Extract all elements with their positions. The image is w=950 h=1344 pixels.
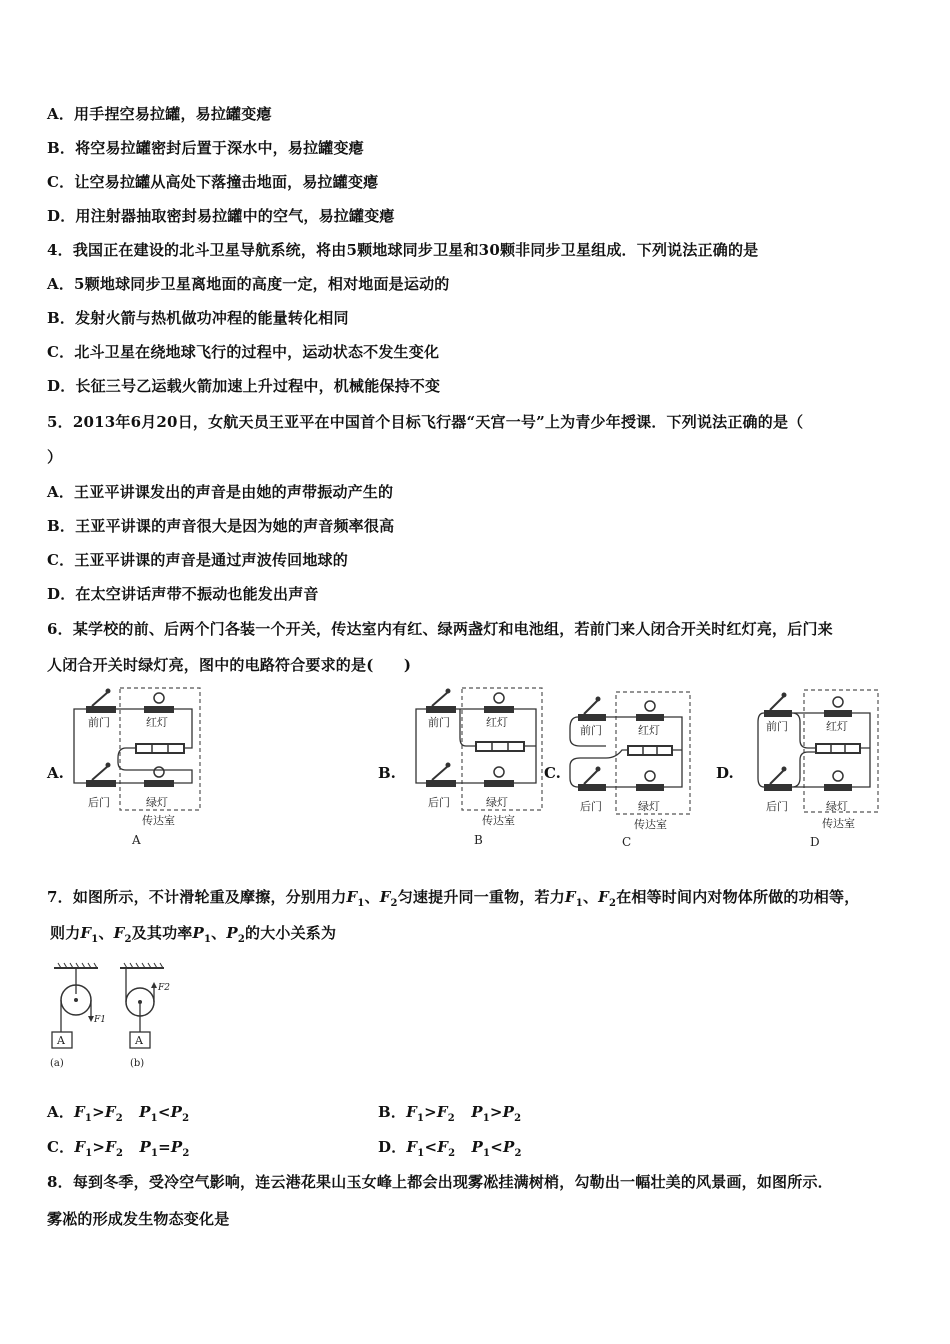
front-door-label: 前门 bbox=[88, 716, 110, 729]
back-door-label: 后门 bbox=[580, 800, 602, 813]
caption-a-pulley: (a) bbox=[50, 1058, 64, 1069]
q4-stem: 4．我国正在建设的北斗卫星导航系统，将由5颗地球同步卫星和30颗非同步卫星组成．下列说法正确的是 bbox=[47, 241, 759, 259]
q3-option-a: A．用手捏空易拉罐，易拉罐变瘪 bbox=[47, 105, 272, 123]
q6-option-a-letter: A. bbox=[47, 764, 64, 782]
q5-stem-line2: ） bbox=[47, 448, 63, 466]
battery-icon bbox=[476, 742, 524, 751]
q4-option-a: A．5颗地球同步卫星离地面的高度一定，相对地面是运动的 bbox=[47, 275, 450, 293]
green-lamp-icon bbox=[484, 780, 514, 787]
q6-option-d-letter: D. bbox=[716, 764, 734, 782]
room-label: 传达室 bbox=[634, 818, 667, 831]
q4-option-b: B．发射火箭与热机做功冲程的能量转化相同 bbox=[47, 309, 349, 327]
q6-stem-line2: 人闭合开关时绿灯亮，图中的电路符合要求的是( ) bbox=[47, 656, 412, 674]
front-switch-icon bbox=[86, 706, 116, 713]
green-lamp-icon bbox=[636, 784, 664, 791]
q8-stem-line2: 雾凇的形成发生物态变化是 bbox=[47, 1210, 230, 1228]
q7-option-b: B．$F_1>F_2$ $P_1>P_2$ bbox=[378, 1103, 522, 1124]
force-f2-label: F2 bbox=[158, 983, 170, 993]
force-f1-label: F1 bbox=[94, 1015, 106, 1025]
q7-stem-line1: 7．如图所示，不计滑轮重及摩擦，分别用力$F_1$、$F_2$匀速提升同一重物，若力$F_1$、$F_2$在相等时间内对物体所做的功相等， bbox=[47, 888, 860, 909]
q5-option-d: D．在太空讲话声带不振动也能发出声音 bbox=[47, 585, 319, 603]
q8-stem-line1: 8．每到冬季，受冷空气影响，连云港花果山玉女峰上都会出现雾凇挂满树梢，勾勒出一幅壮美的风景画，如图所示． bbox=[47, 1173, 833, 1191]
green-lamp-label: 绿灯 bbox=[638, 800, 660, 813]
green-lamp-icon bbox=[824, 784, 852, 791]
q4-option-d: D．长征三号乙运载火箭加速上升过程中，机械能保持不变 bbox=[47, 377, 441, 395]
back-door-label: 后门 bbox=[766, 800, 788, 813]
red-lamp-label: 红灯 bbox=[638, 724, 660, 737]
green-lamp-label: 绿灯 bbox=[486, 796, 508, 809]
circuit-diagram-a bbox=[68, 684, 208, 854]
front-door-label: 前门 bbox=[766, 720, 788, 733]
red-lamp-label: 红灯 bbox=[826, 720, 848, 733]
circuit-diagram-d bbox=[754, 686, 884, 854]
caption-b: B bbox=[474, 833, 483, 847]
battery-icon bbox=[816, 744, 860, 753]
back-door-label: 后门 bbox=[88, 796, 110, 809]
front-door-label: 前门 bbox=[428, 716, 450, 729]
q7-option-d: D．$F_1<F_2$ $P_1<P_2$ bbox=[378, 1138, 522, 1159]
red-lamp-icon bbox=[144, 706, 174, 713]
front-switch-icon bbox=[578, 714, 606, 721]
battery-icon bbox=[628, 746, 672, 755]
front-switch-icon bbox=[426, 706, 456, 713]
front-door-label: 前门 bbox=[580, 724, 602, 737]
green-lamp-label: 绿灯 bbox=[146, 796, 168, 809]
circuit-diagram-c bbox=[566, 688, 696, 854]
room-label: 传达室 bbox=[142, 814, 175, 827]
block-label-a: A bbox=[57, 1034, 65, 1047]
q5-option-b: B．王亚平讲课的声音很大是因为她的声音频率很高 bbox=[47, 517, 395, 535]
q3-option-b: B．将空易拉罐密封后置于深水中，易拉罐变瘪 bbox=[47, 139, 364, 157]
caption-a: A bbox=[132, 833, 141, 847]
back-door-label: 后门 bbox=[428, 796, 450, 809]
q5-option-a: A．王亚平讲课发出的声音是由她的声带振动产生的 bbox=[47, 483, 394, 501]
q6-option-b-letter: B. bbox=[378, 764, 396, 782]
q6-option-c-letter: C. bbox=[544, 764, 561, 782]
q3-option-d: D．用注射器抽取密封易拉罐中的空气，易拉罐变瘪 bbox=[47, 207, 395, 225]
red-lamp-icon bbox=[636, 714, 664, 721]
q5-stem-line1: 5．2013年6月20日，女航天员王亚平在中国首个目标飞行器“天宫一号”上为青少年授课．下列说法正确的是（ bbox=[47, 413, 804, 431]
caption-b-pulley: (b) bbox=[130, 1058, 145, 1069]
caption-c: C bbox=[622, 835, 632, 849]
red-lamp-icon bbox=[824, 710, 852, 717]
caption-d: D bbox=[810, 835, 820, 849]
back-switch-icon bbox=[426, 780, 456, 787]
block-label-b: A bbox=[135, 1034, 143, 1047]
room-label: 传达室 bbox=[482, 814, 515, 827]
red-lamp-label: 红灯 bbox=[146, 716, 168, 729]
pulley-figure bbox=[48, 960, 188, 1075]
green-lamp-label: 绿灯 bbox=[826, 800, 848, 813]
green-lamp-icon bbox=[144, 780, 174, 787]
back-switch-icon bbox=[86, 780, 116, 787]
q7-option-c: C．$F_1>F_2$ $P_1=P_2$ bbox=[47, 1138, 190, 1159]
q3-option-c: C．让空易拉罐从高处下落撞击地面，易拉罐变瘪 bbox=[47, 173, 379, 191]
back-switch-icon bbox=[578, 784, 606, 791]
q4-option-c: C．北斗卫星在绕地球飞行的过程中，运动状态不发生变化 bbox=[47, 343, 440, 361]
battery-icon bbox=[136, 744, 184, 753]
front-switch-icon bbox=[764, 710, 792, 717]
q7-option-a: A．$F_1>F_2$ $P_1<P_2$ bbox=[47, 1103, 190, 1124]
q5-option-c: C．王亚平讲课的声音是通过声波传回地球的 bbox=[47, 551, 348, 569]
back-switch-icon bbox=[764, 784, 792, 791]
q6-stem-line1: 6．某学校的前、后两个门各装一个开关，传达室内有红、绿两盏灯和电池组，若前门来人闭合开关时红灯亮，后门来 bbox=[47, 620, 833, 638]
q7-stem-line2: 则力$F_1$、$F_2$及其功率$P_1$、$P_2$的大小关系为 bbox=[50, 924, 337, 945]
red-lamp-icon bbox=[484, 706, 514, 713]
room-label: 传达室 bbox=[822, 817, 855, 830]
red-lamp-label: 红灯 bbox=[486, 716, 508, 729]
circuit-diagram-b bbox=[410, 684, 550, 854]
